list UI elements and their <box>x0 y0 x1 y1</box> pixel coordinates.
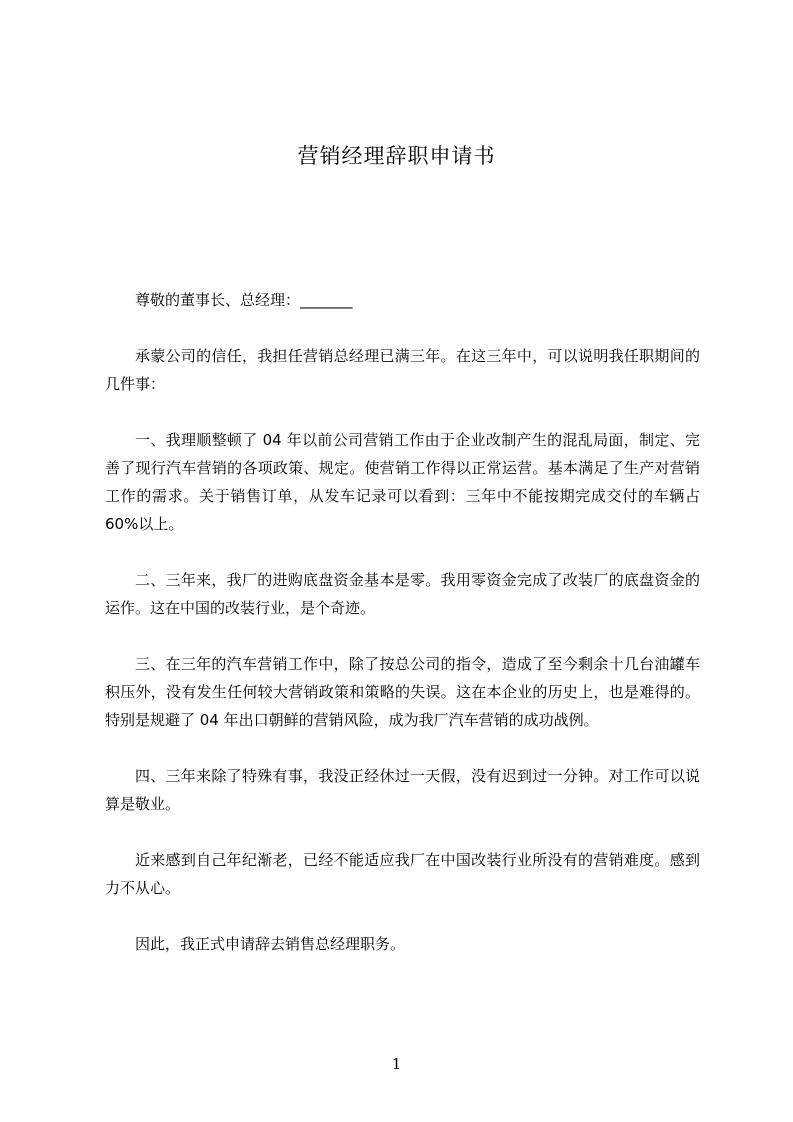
paragraph-6: 近来感到自己年纪渐老，已经不能适应我厂在中国改装行业所没有的营销难度。感到力不从心。 <box>105 851 700 897</box>
paragraph-5: 四、三年来除了特殊有事，我没正经休过一天假，没有迟到过一分钟。对工作可以说算是敬业。 <box>105 767 700 813</box>
paragraph-7: 因此，我正式申请辞去销售总经理职务。 <box>135 935 406 953</box>
page-number: 1 <box>391 1055 402 1073</box>
paragraph-2: 一、我理顺整顿了 04 年以前公司营销工作由于企业改制产生的混乱局面，制定、完善了现行汽车营销的各项政策、规定。使营销工作得以正常运营。基本满足了生产对营销工作的需求。关于销售订单，从发车记录可以看到：三年中不能按期完成交付的车辆占 60%以上。 <box>105 431 700 533</box>
page-title: 营销经理辞职申请书 <box>297 144 496 168</box>
paragraph-3: 二、三年来，我厂的进购底盘资金基本是零。我用零资金完成了改装厂的底盘资金的运作。这在中国的改装行业，是个奇迹。 <box>105 571 700 617</box>
paragraph-4: 三、在三年的汽车营销工作中，除了按总公司的指令，造成了至今剩余十几台油罐车积压外，没有发生任何较大营销政策和策略的失误。这在本企业的历史上，也是难得的。特别是规避了 04 年出口朝鲜的营销风险，成为我厂汽车营销的成功战例。 <box>105 655 700 729</box>
greeting-line: 尊敬的董事长、总经理：_______ <box>135 291 353 309</box>
paragraph-1: 承蒙公司的信任，我担任营销总经理已满三年。在这三年中，可以说明我任职期间的几件事： <box>105 347 700 393</box>
document-body <box>105 286 700 986</box>
